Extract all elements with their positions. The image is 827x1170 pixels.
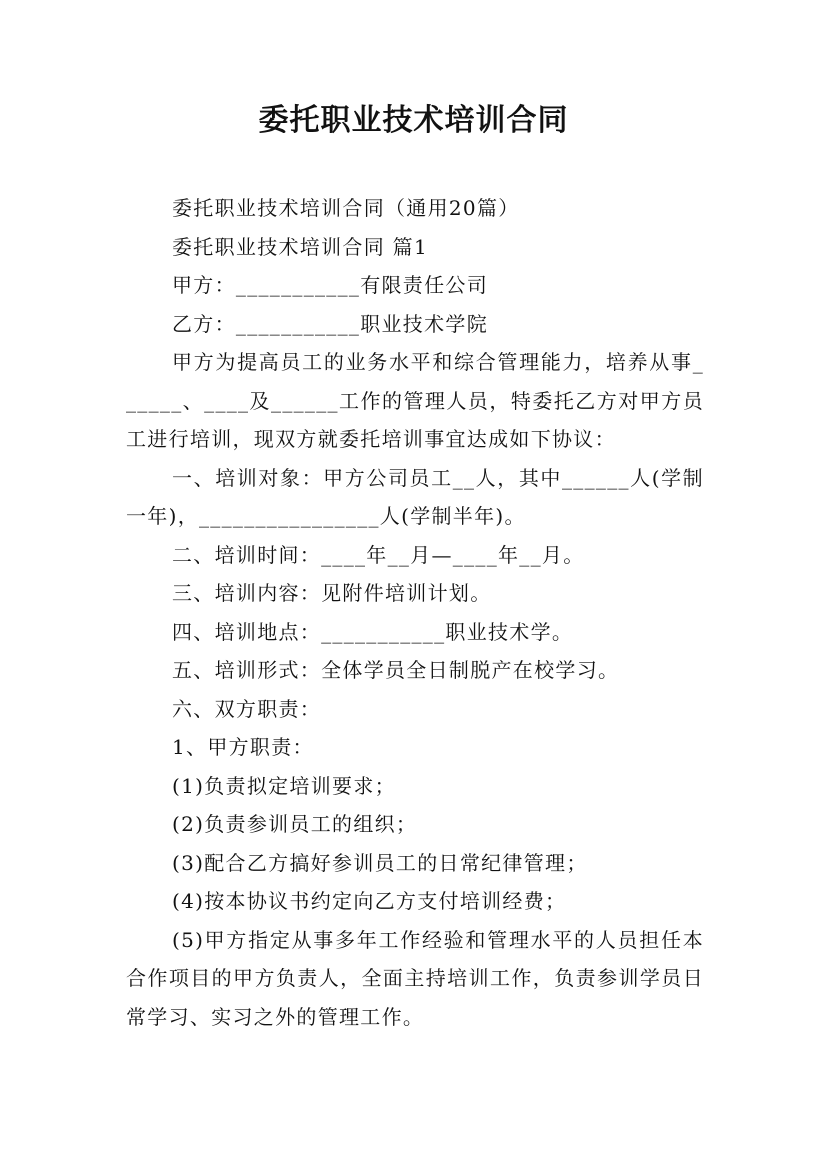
clause-responsibilities: 六、双方职责： — [172, 696, 322, 721]
list-item: (3)配合乙方搞好参训员工的日常纪律管理； — [172, 850, 588, 875]
document-title: 委托职业技术培训合同 — [258, 103, 569, 138]
party-b-line: 乙方：___________职业技术学院 — [172, 311, 488, 336]
list-item: (2)负责参训员工的组织； — [172, 812, 418, 836]
clause-training-time: 二、培训时间：____年__月—____年__月。 — [172, 542, 585, 567]
list-item: (4)按本协议书约定向乙方支付培训经费； — [172, 889, 567, 913]
clause-training-target: 一、培训对象：甲方公司员工__人，其中______人(学制一年)，________________人(学制半年)。 — [126, 465, 704, 528]
section-heading: 委托职业技术培训合同 篇1 — [172, 234, 428, 259]
party-a-line: 甲方：___________有限责任公司 — [172, 273, 488, 297]
intro-paragraph: 甲方为提高员工的业务水平和综合管理能力，培养从事______、____及______工作的管理人员，特委托乙方对甲方员工进行培训，现双方就委托培训事宜达成如下协议： — [126, 350, 704, 451]
clause-training-form: 五、培训形式：全体学员全日制脱产在校学习。 — [172, 658, 620, 682]
party-a-responsibilities-heading: 1、甲方职责： — [172, 735, 314, 759]
clause-training-location: 四、培训地点：___________职业技术学。 — [172, 619, 574, 644]
list-item: (5)甲方指定从事多年工作经验和管理水平的人员担任本合作项目的甲方负责人，全面主持培训工作，负责参训学员日常学习、实习之外的管理工作。 — [126, 927, 704, 1029]
subtitle-paragraph: 委托职业技术培训合同（通用20篇） — [172, 196, 520, 220]
document-body — [126, 189, 704, 1036]
clause-training-content: 三、培训内容：见附件培训计划。 — [172, 581, 492, 605]
list-item: (1)负责拟定培训要求； — [172, 773, 396, 798]
